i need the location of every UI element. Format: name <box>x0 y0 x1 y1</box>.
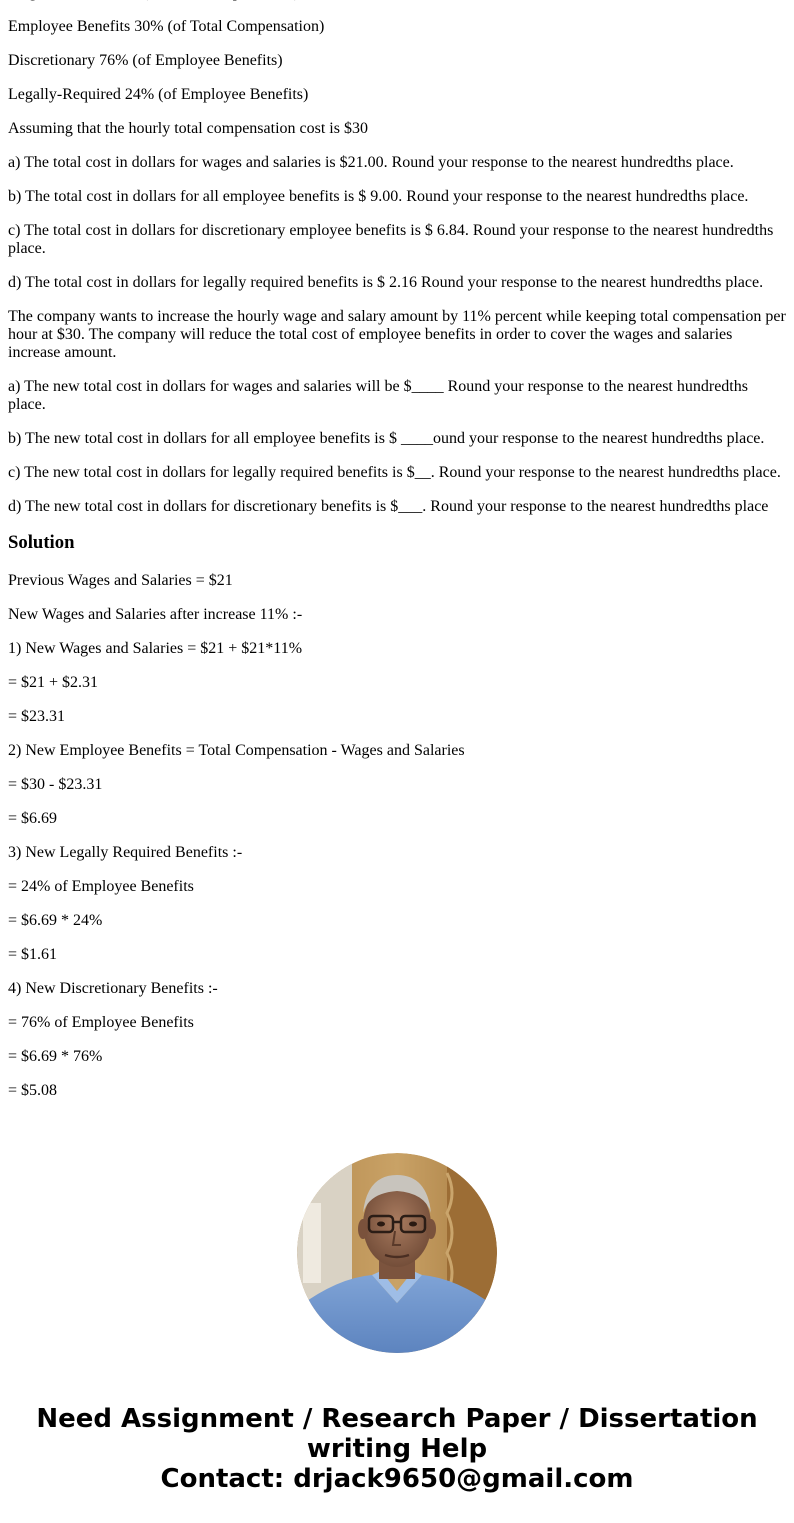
solution-line: = 24% of Employee Benefits <box>8 878 194 895</box>
solution-line: = 76% of Employee Benefits <box>8 1014 194 1031</box>
solution-line: 3) New Legally Required Benefits :- <box>8 844 243 861</box>
solution-line: Previous Wages and Salaries = $21 <box>8 572 233 589</box>
problem-line: Discretionary 76% (of Employee Benefits) <box>8 52 283 69</box>
promo-banner <box>0 1404 794 1494</box>
solution-line: = $21 + $2.31 <box>8 674 99 691</box>
solution-line: 4) New Discretionary Benefits :- <box>8 980 218 997</box>
solution-line: = $6.69 * 24% <box>8 912 103 929</box>
solution-line: 1) New Wages and Salaries = $21 + $21*11% <box>8 640 303 657</box>
avatar-photo <box>297 1153 497 1353</box>
promo-line-2: writing Help <box>306 1434 488 1464</box>
problem-line: d) The new total cost in dollars for discretionary benefits is $___. Round your response to the nearest hundredths place <box>8 498 769 515</box>
solution-line: = $23.31 <box>8 708 66 725</box>
problem-line: c) The total cost in dollars for discretionary employee benefits is $ 6.84. Round your response to the nearest hundredths place. <box>8 222 774 257</box>
solution-line: = $5.08 <box>8 1082 58 1099</box>
solution-heading: Solution <box>8 532 75 553</box>
problem-line: d) The total cost in dollars for legally required benefits is $ 2.16 Round your response to the nearest hundredths place. <box>8 274 764 291</box>
problem-line: b) The total cost in dollars for all employee benefits is $ 9.00. Round your response to the nearest hundredths place. <box>8 188 749 205</box>
document-content <box>8 0 786 1116</box>
problem-line: Legally-Required 24% (of Employee Benefits) <box>8 86 309 103</box>
problem-line: a) The total cost in dollars for wages and salaries is $21.00. Round your response to the nearest hundredths place. <box>8 154 734 171</box>
problem-line: a) The new total cost in dollars for wages and salaries will be $____ Round your response to the nearest hundredths place. <box>8 378 748 413</box>
promo-contact-email[interactable]: Contact: drjack9650@gmail.com <box>160 1464 634 1494</box>
solution-line: = $6.69 * 76% <box>8 1048 103 1065</box>
solution-line: = $6.69 <box>8 810 58 827</box>
solution-line: New Wages and Salaries after increase 11% :- <box>8 606 303 623</box>
problem-line: b) The new total cost in dollars for all employee benefits is $ ____ound your response to the nearest hundredths place. <box>8 430 765 447</box>
problem-line: c) The new total cost in dollars for legally required benefits is $__. Round your response to the nearest hundredths place. <box>8 464 781 481</box>
solution-line: = $30 - $23.31 <box>8 776 103 793</box>
problem-line: Employee Benefits 30% (of Total Compensation) <box>8 18 325 35</box>
author-avatar <box>297 1153 497 1353</box>
problem-line: The company wants to increase the hourly wage and salary amount by 11% percent while keeping total compensation per hour at $30. The company will reduce the total cost of employee benefits in order to cover the wages and salaries increase amount. <box>8 308 786 361</box>
problem-line <box>8 0 786 2</box>
solution-line: 2) New Employee Benefits = Total Compensation - Wages and Salaries <box>8 742 465 759</box>
promo-line-1: Need Assignment / Research Paper / Dissertation <box>36 1404 758 1434</box>
problem-line: Assuming that the hourly total compensation cost is $30 <box>8 120 368 137</box>
solution-line: = $1.61 <box>8 946 58 963</box>
